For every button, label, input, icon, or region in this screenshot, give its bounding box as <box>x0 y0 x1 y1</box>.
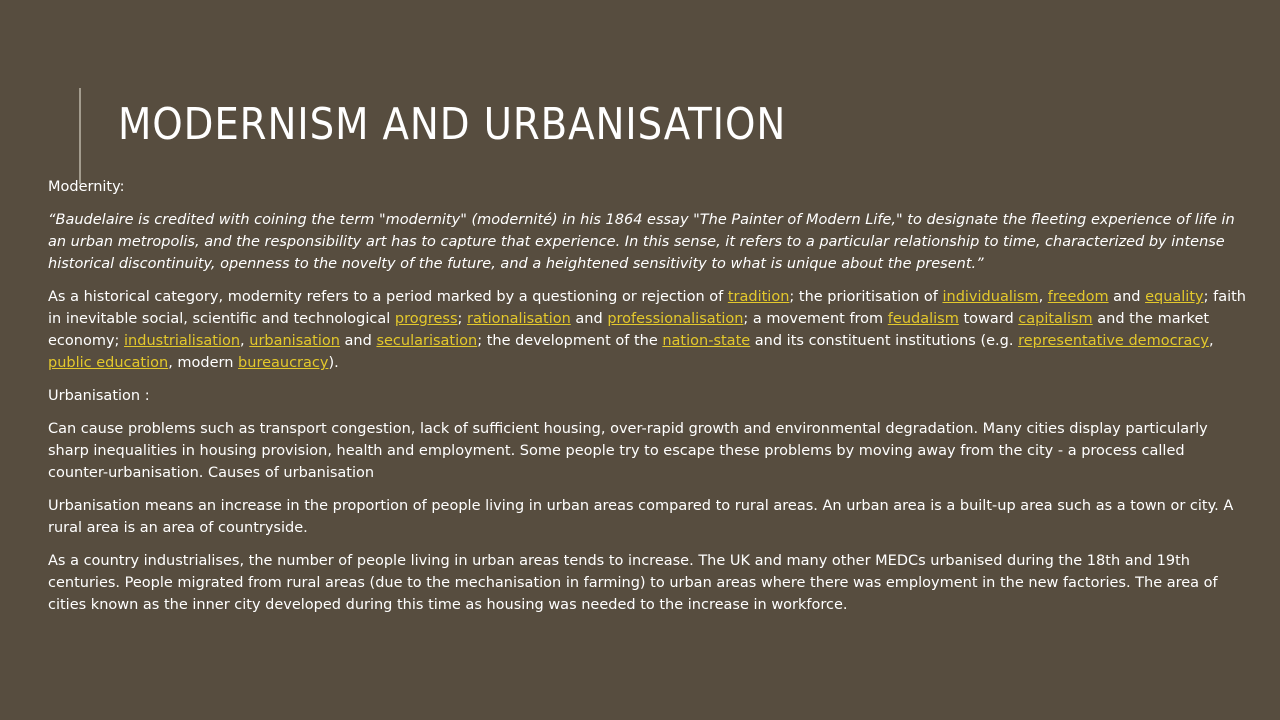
link-professionalisation[interactable]: professionalisation <box>607 311 744 327</box>
slide-content <box>48 176 1248 627</box>
link-urbanisation[interactable]: urbanisation <box>249 333 340 349</box>
link-individualism[interactable]: individualism <box>942 289 1039 305</box>
link-public-education[interactable]: public education <box>48 355 169 371</box>
link-capitalism[interactable]: capitalism <box>1018 311 1093 327</box>
urbanisation-heading: Urbanisation : <box>48 388 150 404</box>
historical-category-paragraph: As a historical category, modernity refers to a period marked by a questioning or rejection of tradition; the prioritisation of individualism, freedom and equality; faith in inevitable social, scientific and technological progress; rationalisation and professionalisation; a movement from feudalism toward capitalism and the market economy; industrialisation, urbanisation and secularisation; the development of the nation-state and its constituent institutions (e.g. representative democracy, public education, modern bureaucracy). <box>48 289 1246 371</box>
link-nation-state[interactable]: nation-state <box>662 333 751 349</box>
urbanisation-problems-paragraph: Can cause problems such as transport congestion, lack of sufficient housing, over-rapid growth and environmental degradation. Many cities display particularly sharp inequalities in housing provision, health and employment. Some people try to escape these problems by moving away from the city - a process called counter-urbanisation. Causes of urbanisation <box>48 421 1208 481</box>
urbanisation-definition-paragraph: Urbanisation means an increase in the proportion of people living in urban areas compared to rural areas. An urban area is a built-up area such as a town or city. A rural area is an area of countryside. <box>48 498 1234 536</box>
modernity-heading: Modernity: <box>48 179 125 195</box>
link-representative-democracy[interactable]: representative democracy <box>1018 333 1209 349</box>
link-rationalisation[interactable]: rationalisation <box>467 311 571 327</box>
link-feudalism[interactable]: feudalism <box>887 311 959 327</box>
title-accent-line <box>79 88 81 184</box>
slide-title: MODERNISM AND URBANISATION <box>118 99 787 150</box>
link-equality[interactable]: equality <box>1145 289 1204 305</box>
link-secularisation[interactable]: secularisation <box>376 333 478 349</box>
baudelaire-quote: “Baudelaire is credited with coining the term "modernity" (modernité) in his 1864 essay "The Painter of Modern Life," to designate the fleeting experience of life in an urban metropolis, and the responsibility art has to capture that experience. In this sense, it refers to a particular relationship to time, characterized by intense historical discontinuity, openness to the novelty of the future, and a heightened sensitivity to what is unique about the present.” <box>48 212 1235 272</box>
link-progress[interactable]: progress <box>394 311 458 327</box>
link-tradition[interactable]: tradition <box>727 289 790 305</box>
link-industrialisation[interactable]: industrialisation <box>124 333 241 349</box>
link-bureaucracy[interactable]: bureaucracy <box>238 355 329 371</box>
link-freedom[interactable]: freedom <box>1047 289 1109 305</box>
industrialisation-paragraph: As a country industrialises, the number of people living in urban areas tends to increase. The UK and many other MEDCs urbanised during the 18th and 19th centuries. People migrated from rural areas (due to the mechanisation in farming) to urban areas where there was employment in the new factories. The area of cities known as the inner city developed during this time as housing was needed to the increase in workforce. <box>48 553 1218 613</box>
